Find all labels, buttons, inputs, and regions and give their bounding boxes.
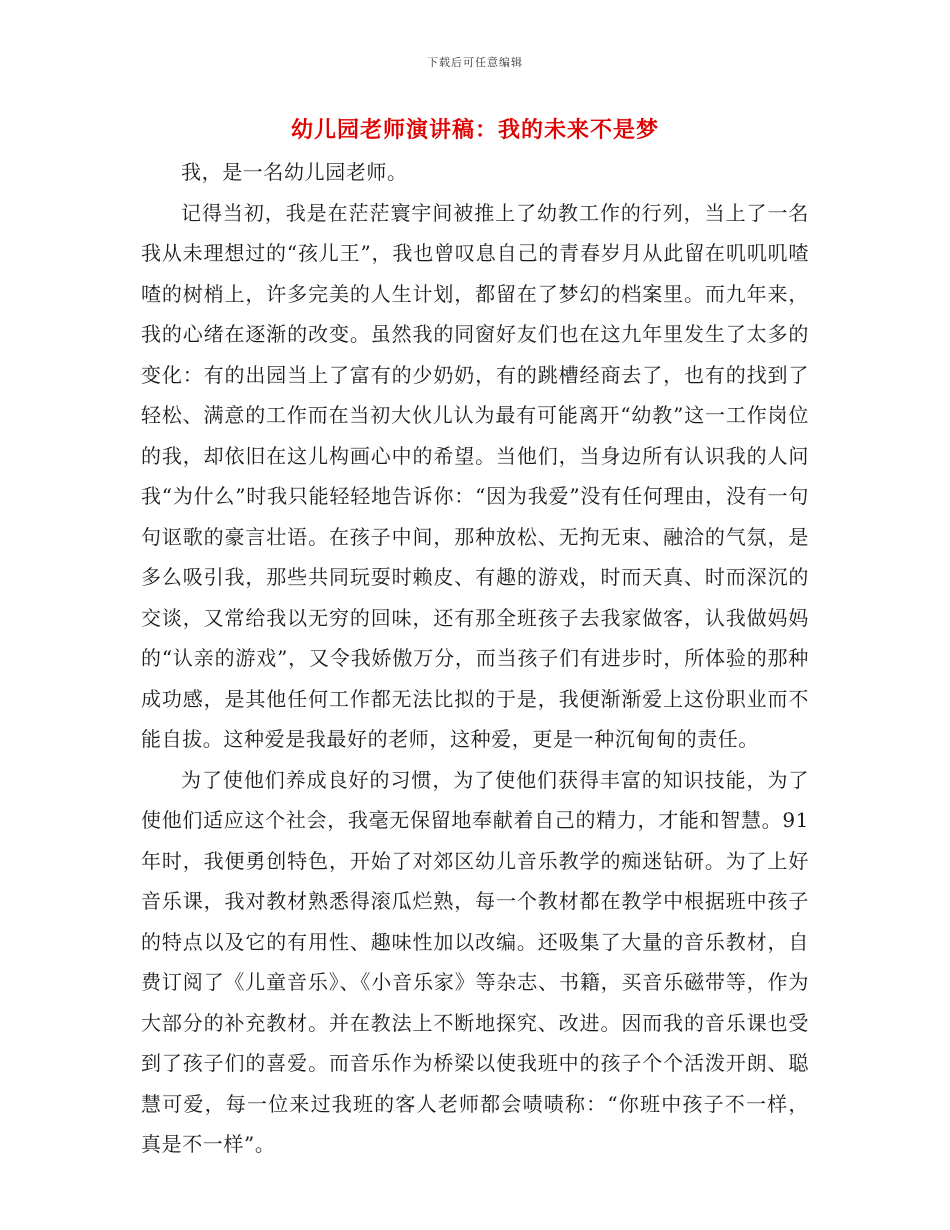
header-note: 下载后可任意编辑 [427, 56, 523, 69]
paragraph: 记得当初，我是在茫茫寰宇间被推上了幼教工作的行列，当上了一名我从未理想过的“孩儿王”，我也曾叹息自己的青春岁月从此留在叽叽叽喳喳的树梢上，许多完美的人生计划，都留在了梦幻的档案里。而九年来，我的心绪在逐渐的改变。虽然我的同窗好友们也在这九年里发生了太多的变化：有的出园当上了富有的少奶奶，有的跳槽经商去了，也有的找到了轻松、满意的工作而在当初大伙儿认为最有可能离开“幼教”这一工作岗位的我，却依旧在这儿构画心中的希望。当他们，当身边所有认识我的人问我“为什么”时我只能轻轻地告诉你：“因为我爱”没有任何理由，没有一句句讴歌的豪言壮语。在孩子中间，那种放松、无拘无束、融洽的气氛，是多么吸引我，那些共同玩耍时赖皮、有趣的游戏，时而天真、时而深沉的交谈，又常给我以无穷的回味，还有那全班孩子去我家做客，认我做妈妈的“认亲的游戏”，又令我娇傲万分，而当孩子们有进步时，所体验的那种成功感，是其他任何工作都无法比拟的于是，我便渐渐爱上这份职业而不能自拔。这种爱是我最好的老师，这种爱，更是一种沉甸甸的责任。 [141, 200, 809, 751]
paragraph: 为了使他们养成良好的习惯，为了使他们获得丰富的知识技能，为了使他们适应这个社会，我毫无保留地奉献着自己的精力，才能和智慧。91年时，我便勇创特色，开始了对郊区幼儿音乐教学的痴迷钻研。为了上好音乐课，我对教材熟悉得滚瓜烂熟，每一个教材都在教学中根据班中孩子的特点以及它的有用性、趣味性加以改编。还吸集了大量的音乐教材，自费订阅了《儿童音乐》、《小音乐家》等杂志、书籍，买音乐磁带等，作为大部分的补充教材。并在教法上不断地探究、改进。因而我的音乐课也受到了孩子们的喜爱。而音乐作为桥梁以使我班中的孩子个个活泼开朗、聪慧可爱，每一位来过我班的客人老师都会啧啧称：“你班中孩子不一样，真是不一样”。 [141, 767, 809, 1156]
document-title: 幼儿园老师演讲稿：我的未来不是梦 [290, 118, 659, 143]
document-body [141, 152, 809, 1165]
paragraph: 我，是一名幼儿园老师。 [181, 160, 408, 184]
